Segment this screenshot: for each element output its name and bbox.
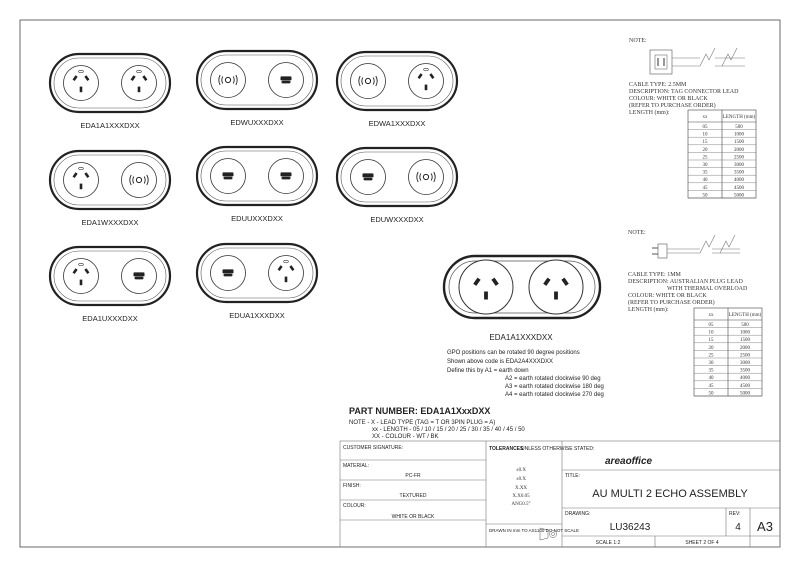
large-note-3: Define this by A1 = earth down <box>447 368 529 374</box>
module-eda1uxxxdxx <box>50 247 170 323</box>
cable-plug-line-4: COLOUR: WHITE OR BLACK <box>628 293 707 299</box>
sheet-size: A3 <box>757 519 773 534</box>
tolerances-title: TOLERANCES <box>489 446 524 452</box>
usb-icon <box>269 159 304 194</box>
module-code: EDWUXXXDXX <box>230 118 284 127</box>
cable-plug-line-6: LENGTH (mm): <box>628 307 669 313</box>
module-code: EDUWXXXDXX <box>370 215 424 224</box>
cable-tag-note-label: NOTE: <box>629 38 647 44</box>
large-gpo-right <box>529 260 583 314</box>
gpo-icon <box>64 66 99 101</box>
rev-value: 4 <box>735 522 741 533</box>
table-cell-length: 4500 <box>740 383 750 389</box>
drawing-title: AU MULTI 2 ECHO ASSEMBLY <box>592 488 748 500</box>
table-cell-length: 1500 <box>740 338 750 344</box>
gpo-icon <box>269 256 304 291</box>
part-number-line-3: XX - COLOUR - WT / BK <box>372 434 439 440</box>
large-note-2: Shown above code is EDA2A4XXXDXX <box>447 359 554 365</box>
usb-icon <box>269 63 304 98</box>
table-cell-code: 15 <box>702 140 708 146</box>
gpo-icon <box>64 163 99 198</box>
colour-label: COLOUR: <box>343 503 366 509</box>
gpo-icon <box>122 66 157 101</box>
table-cell-code: 35 <box>708 368 714 374</box>
sheet-number: SHEET 2 OF 4 <box>685 540 719 546</box>
table-cell-code: 35 <box>702 170 708 176</box>
table-cell-length: 4500 <box>734 185 744 191</box>
table-header-length: LENGTH (mm) <box>722 115 756 120</box>
table-cell-length: 3000 <box>740 361 750 366</box>
large-note-5: A3 = earth rotated clockwise 180 deg <box>505 384 604 390</box>
module-edua1xxxdxx <box>197 244 317 320</box>
tolerance-5: ANG0.5° <box>511 502 531 507</box>
module-eda1a1xxxdxx <box>50 54 170 130</box>
module-edwa1xxxdxx <box>337 52 457 128</box>
table-cell-length: 2500 <box>734 155 744 161</box>
part-number-line-2: xx - LENGTH - 05 / 10 / 15 / 20 / 25 / 30 / 35 / 40 / 45 / 50 <box>372 427 525 433</box>
wireless-icon <box>211 63 246 98</box>
finish-value: TEXTURED <box>399 493 427 499</box>
module-edwuxxxdxx <box>197 51 317 127</box>
table-cell-code: 05 <box>708 323 714 328</box>
table-cell-length: 5000 <box>740 391 750 397</box>
tolerance-3: X.XX <box>514 486 528 491</box>
part-number-block <box>349 406 525 440</box>
module-code: EDUUXXXDXX <box>231 214 283 223</box>
module-code: EDUA1XXXDXX <box>229 311 285 320</box>
material-value: PC-FR <box>405 473 421 479</box>
large-module-code: EDA1A1XXXDXX <box>489 333 553 342</box>
table-cell-length: 1000 <box>740 330 750 336</box>
table-cell-code: 45 <box>708 383 714 389</box>
colour-value: WHITE OR BLACK <box>391 514 435 520</box>
table-cell-code: 05 <box>702 125 708 130</box>
cable-tag-line-3: COLOUR: WHITE OR BLACK <box>629 96 708 102</box>
part-number-title: PART NUMBER: EDA1A1XxxDXX <box>349 406 491 416</box>
table-cell-code: 40 <box>708 376 714 382</box>
module-grid <box>50 51 457 323</box>
wireless-icon <box>351 64 386 99</box>
drawn-note: DRAWN IN mm TO AS1100 DO NOT SCALE <box>489 528 580 533</box>
cable-tag-line-5: LENGTH (mm): <box>629 110 670 116</box>
table-cell-length: 2000 <box>734 147 744 153</box>
part-number-line-1: NOTE - X - LEAD TYPE (TAG = T OR 3PIN PLUG = A) <box>349 420 496 426</box>
material-label: MATERIAL: <box>343 463 370 469</box>
tolerance-4: X.X0.05 <box>512 494 530 499</box>
usb-icon <box>122 259 157 294</box>
table-header-length: LENGTH (mm) <box>728 313 762 318</box>
cable-plug-line-5: (REFER TO PURCHASE ORDER) <box>628 300 715 306</box>
gpo-icon <box>64 259 99 294</box>
cable-tag-line-1: CABLE TYPE: 2.5MM <box>629 82 687 88</box>
cable-plug-note <box>628 230 762 396</box>
wireless-icon <box>122 163 157 198</box>
cable-plug-line-3: WITH THERMAL OVERLOAD <box>667 286 748 292</box>
table-cell-length: 1000 <box>734 132 744 138</box>
table-cell-code: 50 <box>708 391 714 397</box>
cable-tag-length-table <box>688 110 756 198</box>
module-code: EDA1UXXXDXX <box>82 314 138 323</box>
large-note-4: A2 = earth rotated clockwise 90 deg <box>505 376 601 382</box>
wireless-icon <box>409 160 444 195</box>
table-cell-length: 5000 <box>734 193 744 199</box>
table-cell-length: 4000 <box>734 178 744 184</box>
table-cell-length: 2500 <box>740 353 750 359</box>
module-eduuxxxdxx <box>197 147 317 223</box>
table-cell-length: 500 <box>741 323 749 328</box>
usb-icon <box>351 160 386 195</box>
table-cell-code: 45 <box>702 185 708 191</box>
plug-drawing <box>652 235 740 258</box>
table-cell-length: 4000 <box>740 376 750 382</box>
cable-plug-note-label: NOTE: <box>628 230 646 236</box>
table-cell-length: 3500 <box>740 368 750 374</box>
table-cell-length: 500 <box>735 125 743 130</box>
cable-tag-line-2: DESCRIPTION: TAG CONNECTOR LEAD <box>629 89 739 95</box>
title-label: TITLE: <box>565 473 581 479</box>
table-header-xx: xx <box>708 313 714 318</box>
tolerance-2: ±0.X <box>515 477 527 482</box>
cable-tag-line-4: (REFER TO PURCHASE ORDER) <box>629 103 716 109</box>
cable-plug-line-1: CABLE TYPE: 1MM <box>628 272 681 278</box>
table-cell-code: 10 <box>702 132 708 138</box>
scale: SCALE 1:2 <box>595 540 621 546</box>
customer-signature-label: CUSTOMER SIGNATURE: <box>343 445 404 451</box>
large-note-1: GPO positions can be rotated 90 degree positions <box>447 350 580 356</box>
table-cell-code: 15 <box>708 338 714 344</box>
table-cell-length: 3500 <box>734 170 744 176</box>
table-cell-code: 30 <box>702 163 708 168</box>
table-cell-code: 30 <box>708 361 714 366</box>
table-header-xx: xx <box>702 115 708 120</box>
table-cell-code: 25 <box>708 353 714 359</box>
finish-label: FINISH: <box>343 483 361 489</box>
table-cell-length: 1500 <box>734 140 744 146</box>
areaoffice-logo: areaoffice <box>605 456 653 467</box>
cable-plug-length-table <box>694 308 762 396</box>
table-cell-code: 20 <box>708 345 714 351</box>
table-cell-code: 25 <box>702 155 708 161</box>
table-cell-code: 20 <box>702 147 708 153</box>
cable-plug-line-2: DESCRIPTION: AUSTRALIAN PLUG LEAD <box>628 279 743 285</box>
gpo-icon <box>409 64 444 99</box>
tolerance-1: ±0.X <box>515 468 527 473</box>
table-cell-length: 3000 <box>734 163 744 168</box>
tag-connector-drawing <box>650 48 745 74</box>
cable-tag-note <box>629 38 756 198</box>
table-cell-code: 40 <box>702 178 708 184</box>
large-note-6: A4 = earth rotated clockwise 270 deg <box>505 392 604 398</box>
table-cell-code: 10 <box>708 330 714 336</box>
module-eda1wxxxdxx <box>50 151 170 227</box>
drawing-number: LU36243 <box>609 522 651 533</box>
large-module <box>444 256 604 398</box>
table-cell-code: 50 <box>702 193 708 199</box>
module-code: EDWA1XXXDXX <box>368 119 426 128</box>
usb-icon <box>211 256 246 291</box>
module-eduwxxxdxx <box>337 148 457 224</box>
tolerances-subtitle: UNLESS OTHERWISE STATED: <box>521 446 595 452</box>
rev-label: REV: <box>729 511 741 517</box>
module-code: EDA1WXXXDXX <box>81 218 139 227</box>
drawing-label: DRAWING: <box>565 511 591 517</box>
usb-icon <box>211 159 246 194</box>
module-code: EDA1A1XXXDXX <box>80 121 140 130</box>
large-gpo-left <box>459 260 513 314</box>
table-cell-length: 2000 <box>740 345 750 351</box>
